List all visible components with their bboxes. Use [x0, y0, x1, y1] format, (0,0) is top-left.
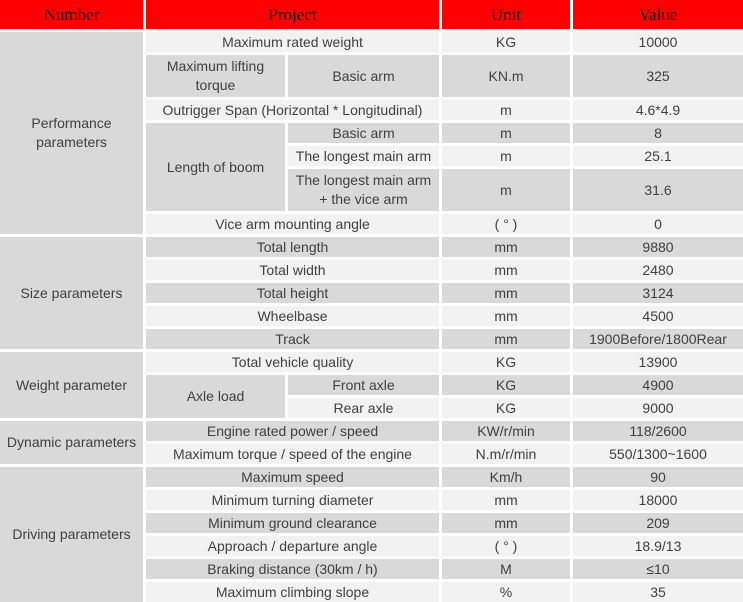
value-cell: 209	[573, 513, 743, 533]
project-cell: Maximum climbing slope	[146, 582, 439, 602]
value-cell: 4500	[573, 306, 743, 326]
col-header-number: Number	[0, 0, 143, 29]
project-cell: Maximum rated weight	[146, 32, 439, 52]
value-cell: 25.1	[573, 146, 743, 166]
unit-cell: mm	[442, 329, 570, 349]
value-cell: 35	[573, 582, 743, 602]
unit-cell: N.m/r/min	[442, 444, 570, 464]
project-cell: Total vehicle quality	[146, 352, 439, 372]
section-label-dynamic: Dynamic parameters	[0, 421, 143, 464]
unit-cell: mm	[442, 260, 570, 280]
value-cell: 550/1300~1600	[573, 444, 743, 464]
unit-cell: KW/r/min	[442, 421, 570, 441]
unit-cell: mm	[442, 306, 570, 326]
project-sub-cell: The longest main arm	[288, 146, 439, 166]
table-row	[0, 352, 743, 372]
unit-cell: KN.m	[442, 55, 570, 97]
unit-cell: mm	[442, 237, 570, 257]
value-cell: 10000	[573, 32, 743, 52]
value-cell: 1900Before/1800Rear	[573, 329, 743, 349]
unit-cell: m	[442, 100, 570, 120]
unit-cell: KG	[442, 398, 570, 418]
col-header-unit: Unit	[442, 0, 570, 29]
value-cell: 8	[573, 123, 743, 143]
project-cell: Minimum turning diameter	[146, 490, 439, 510]
unit-cell: m	[442, 146, 570, 166]
unit-cell: Km/h	[442, 467, 570, 487]
unit-cell: m	[442, 169, 570, 211]
table-row	[0, 237, 743, 257]
value-cell: 4900	[573, 375, 743, 395]
table-row	[0, 467, 743, 487]
project-cell: Wheelbase	[146, 306, 439, 326]
unit-cell: mm	[442, 490, 570, 510]
value-cell: 18.9/13	[573, 536, 743, 556]
project-cell: Vice arm mounting angle	[146, 214, 439, 234]
value-cell: 18000	[573, 490, 743, 510]
table-row	[0, 421, 743, 441]
value-cell: 13900	[573, 352, 743, 372]
project-sub-cell: Basic arm	[288, 123, 439, 143]
project-sub-cell: The longest main arm + the vice arm	[288, 169, 439, 211]
project-cell: Total height	[146, 283, 439, 303]
value-cell: 118/2600	[573, 421, 743, 441]
value-cell: 2480	[573, 260, 743, 280]
section-label-weight: Weight parameter	[0, 352, 143, 418]
col-header-value: Value	[573, 0, 743, 29]
unit-cell: mm	[442, 513, 570, 533]
project-cell: Maximum torque / speed of the engine	[146, 444, 439, 464]
project-cell: Engine rated power / speed	[146, 421, 439, 441]
project-cell: Braking distance (30km / h)	[146, 559, 439, 579]
unit-cell: mm	[442, 283, 570, 303]
unit-cell: ( ° )	[442, 536, 570, 556]
section-label-size: Size parameters	[0, 237, 143, 349]
section-label-driving: Driving parameters	[0, 467, 143, 602]
value-cell: 31.6	[573, 169, 743, 211]
value-cell: 0	[573, 214, 743, 234]
project-group-cell: Maximum lifting torque	[146, 55, 285, 97]
value-cell: ≤10	[573, 559, 743, 579]
unit-cell: KG	[442, 352, 570, 372]
project-cell: Approach / departure angle	[146, 536, 439, 556]
project-cell: Outrigger Span (Horizontal * Longitudinal)	[146, 100, 439, 120]
project-cell: Total length	[146, 237, 439, 257]
unit-cell: KG	[442, 375, 570, 395]
value-cell: 3124	[573, 283, 743, 303]
project-group-cell: Length of boom	[146, 123, 285, 211]
value-cell: 9000	[573, 398, 743, 418]
unit-cell: m	[442, 123, 570, 143]
value-cell: 4.6*4.9	[573, 100, 743, 120]
col-header-project: Project	[146, 0, 439, 29]
section-label-performance: Performance parameters	[0, 32, 143, 234]
unit-cell: M	[442, 559, 570, 579]
project-sub-cell: Front axle	[288, 375, 439, 395]
project-sub-cell: Basic arm	[288, 55, 439, 97]
project-sub-cell: Rear axle	[288, 398, 439, 418]
header-row	[0, 0, 743, 29]
project-cell: Total width	[146, 260, 439, 280]
project-cell: Minimum ground clearance	[146, 513, 439, 533]
unit-cell: KG	[442, 32, 570, 52]
table-row	[0, 32, 743, 52]
project-group-cell: Axle load	[146, 375, 285, 418]
unit-cell: ( ° )	[442, 214, 570, 234]
project-cell: Track	[146, 329, 439, 349]
unit-cell: %	[442, 582, 570, 602]
value-cell: 90	[573, 467, 743, 487]
value-cell: 325	[573, 55, 743, 97]
value-cell: 9880	[573, 237, 743, 257]
project-cell: Maximum speed	[146, 467, 439, 487]
